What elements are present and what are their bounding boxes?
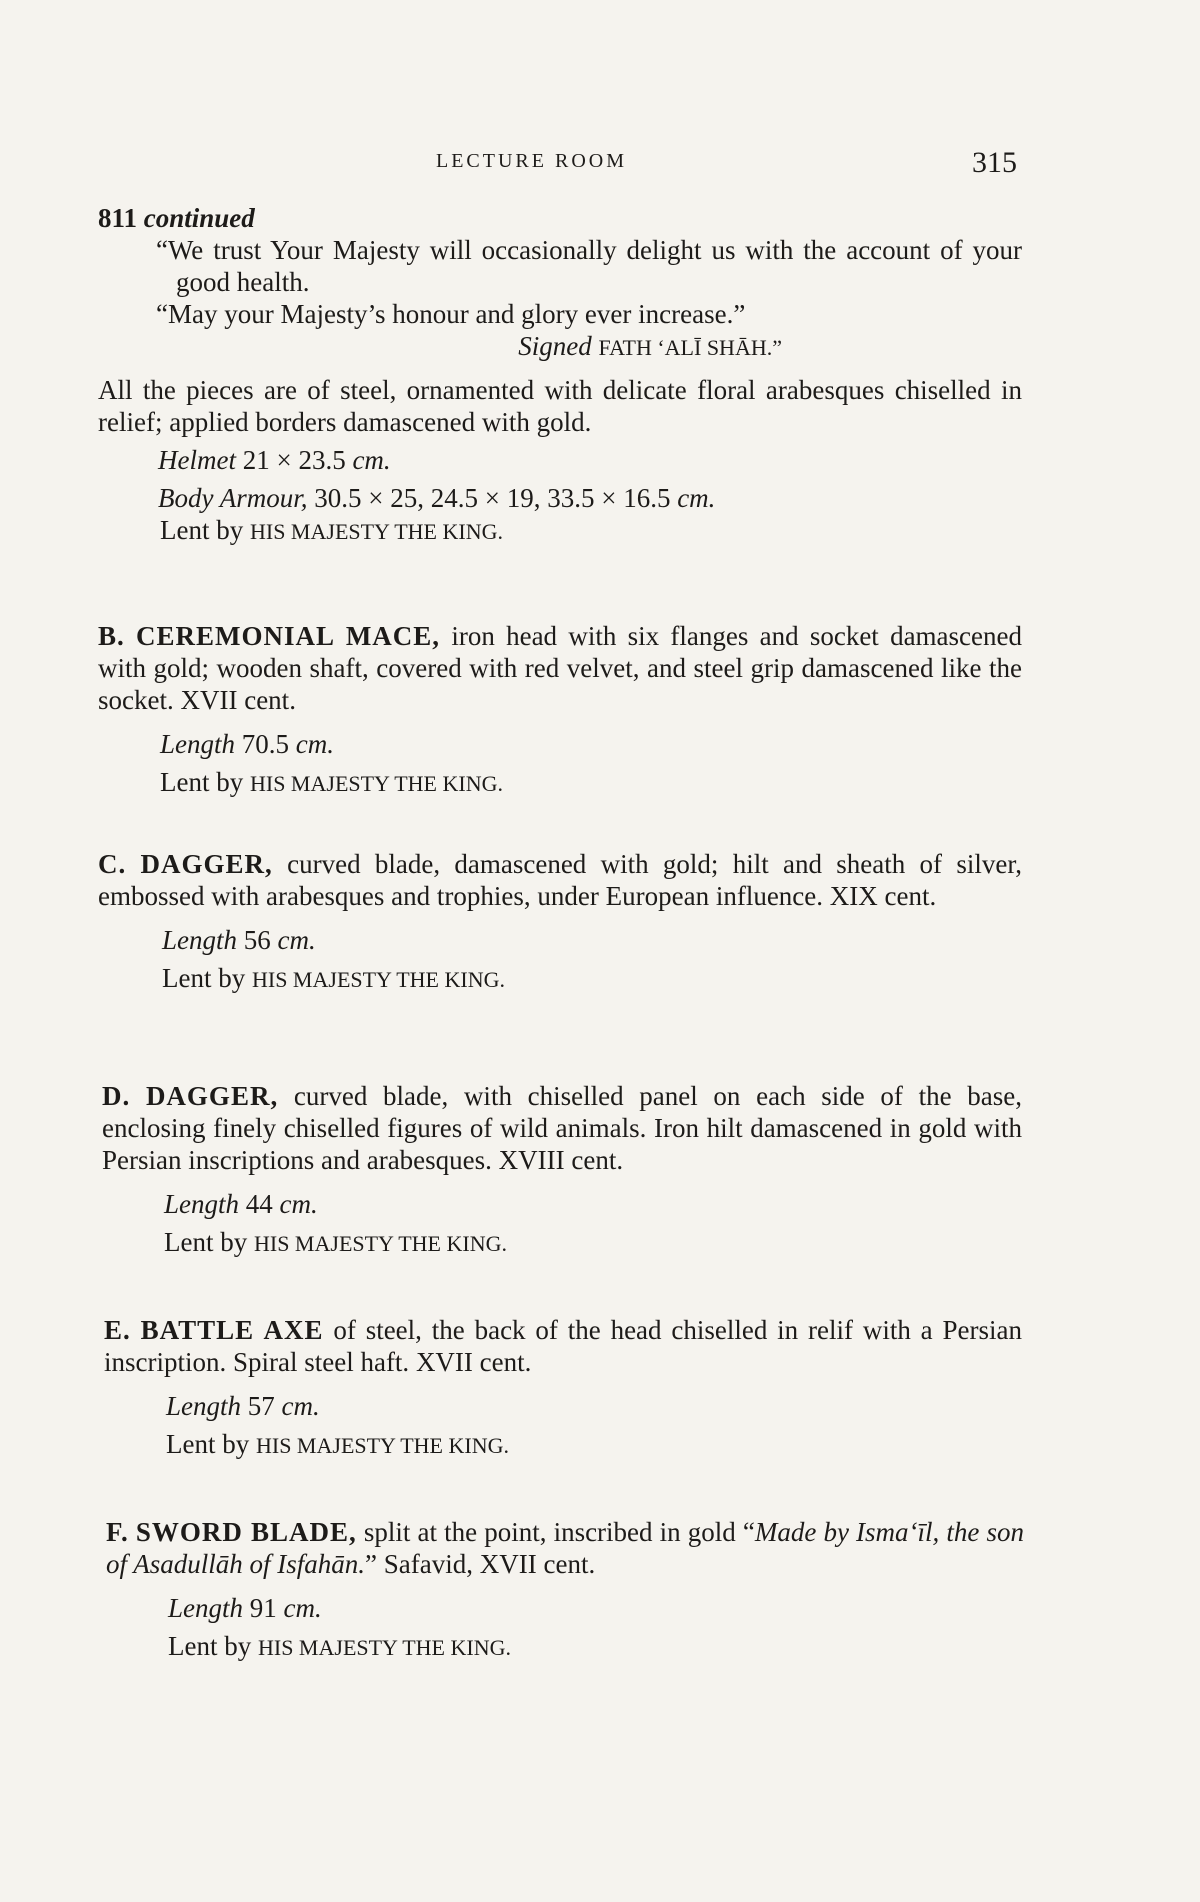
lent-by-line (98, 766, 1022, 800)
item-description (98, 848, 1022, 912)
item-letter: B. (98, 621, 125, 651)
lent-prefix: Lent by (162, 963, 246, 993)
lender: HIS MAJESTY THE KING. (257, 1635, 511, 1660)
item-letter: E. (104, 1315, 131, 1345)
length-line (98, 728, 1022, 760)
dimension-line-2 (98, 482, 1022, 514)
length-unit: cm. (279, 1189, 318, 1219)
page-number: 315 (972, 146, 1017, 179)
length-label: Length (166, 1391, 242, 1421)
length-value: 57 (247, 1391, 275, 1421)
item-letter: F. (106, 1517, 129, 1547)
item-text: curved blade, damascened with gold; hilt and sheath of silver, embossed with arabesques and trophies, under European influence. (98, 849, 1022, 911)
continued-label: continued (143, 203, 255, 233)
dimension-label: Helmet (158, 445, 236, 475)
item-name: CEREMONIAL MACE, (136, 621, 441, 651)
item-description (104, 1314, 1022, 1378)
item-century: XVII (479, 1549, 537, 1579)
item-d (102, 1080, 1022, 1260)
item-text: of steel, the back of the head chiselled in relif with a Persian inscription. Spiral steel haft. (104, 1315, 1022, 1377)
lent-prefix: Lent by (166, 1429, 250, 1459)
length-label: Length (168, 1593, 244, 1623)
length-value: 70.5 (241, 729, 290, 759)
lent-by-line (98, 962, 1022, 996)
dimension-value: 30.5 × 25, 24.5 × 19, 33.5 × 16.5 (314, 483, 671, 513)
lent-prefix: Lent by (168, 1631, 252, 1661)
item-description (102, 1080, 1022, 1176)
signature-line (98, 330, 1022, 364)
length-line (106, 1592, 1024, 1624)
century-suffix: cent. (884, 881, 937, 911)
item-e (104, 1314, 1022, 1462)
lender: HIS MAJESTY THE KING. (249, 771, 503, 796)
item-f (106, 1516, 1024, 1664)
entry-811 (98, 202, 1022, 548)
item-description (106, 1516, 1024, 1580)
length-value: 44 (245, 1189, 273, 1219)
century-suffix: cent. (244, 685, 296, 715)
item-century: XVIII (498, 1145, 565, 1175)
length-line (104, 1390, 1022, 1422)
dimension-line-1 (98, 444, 1022, 476)
running-header: LECTURE ROOM (436, 150, 627, 172)
dimension-unit: cm. (352, 445, 391, 475)
lent-by-line (106, 1630, 1024, 1664)
item-c (98, 848, 1022, 996)
length-unit: cm. (295, 729, 334, 759)
lender: HIS MAJESTY THE KING. (249, 519, 503, 544)
entry-description: All the pieces are of steel, ornamented with delicate floral arabesques chiselled in relief; applied borders damascened with gold. (98, 375, 1022, 437)
quote-line-1: “We trust Your Majesty will occasionally delight us with the account of your good health. (156, 235, 1022, 297)
item-letter: C. (98, 849, 127, 879)
dimension-unit: cm. (677, 483, 716, 513)
item-name: BATTLE AXE (140, 1315, 324, 1345)
lent-by-line (102, 1226, 1022, 1260)
length-unit: cm. (281, 1391, 320, 1421)
item-text: iron head with six flanges and socket damascened with gold; wooden shaft, covered with red velvet, and steel grip damascened like the socket. (98, 621, 1023, 715)
lent-prefix: Lent by (160, 767, 244, 797)
item-letter: D. (102, 1081, 131, 1111)
entry-heading (98, 202, 1022, 234)
item-century: XVII (180, 685, 238, 715)
item-century: XVII (415, 1347, 473, 1377)
lender: HIS MAJESTY THE KING. (253, 1231, 507, 1256)
item-name: SWORD BLADE, (135, 1517, 357, 1547)
lent-prefix: Lent by (160, 515, 244, 545)
century-suffix: cent. (571, 1145, 624, 1175)
dimension-label: Body Armour, (158, 483, 308, 513)
century-suffix: cent. (543, 1549, 596, 1579)
length-line (102, 1188, 1022, 1220)
length-label: Length (164, 1189, 240, 1219)
lender: HIS MAJESTY THE KING. (255, 1433, 509, 1458)
lent-by-line (104, 1428, 1022, 1462)
length-label: Length (162, 925, 238, 955)
item-text-after: ” Safavid, (365, 1549, 473, 1579)
item-inscription: Made by Isma‘īl, the son of Asadullāh of Isfahān. (106, 1517, 1024, 1579)
length-value: 91 (249, 1593, 277, 1623)
item-text: curved blade, with chiselled panel on each side of the base, enclosing finely chiselled figures of wild animals. Iron hilt damascened in gold with Persian inscriptions and arabesques. (102, 1081, 1022, 1175)
lent-prefix: Lent by (164, 1227, 248, 1257)
item-text: split at the point, inscribed in gold “ (363, 1517, 755, 1547)
century-suffix: cent. (479, 1347, 532, 1377)
length-value: 56 (243, 925, 271, 955)
item-description (98, 620, 1022, 716)
item-name: DAGGER, (145, 1081, 279, 1111)
lender: HIS MAJESTY THE KING. (251, 967, 505, 992)
signed-name: FATH ‘ALĪ SHĀH.” (598, 335, 782, 360)
item-name: DAGGER, (140, 849, 273, 879)
quote-line-2: “May your Majesty’s honour and glory ever increase.” (156, 299, 746, 329)
entry-number: 811 (98, 203, 138, 233)
length-unit: cm. (277, 925, 316, 955)
dimension-value: 21 × 23.5 (242, 445, 346, 475)
item-century: XIX (829, 881, 878, 911)
item-b (98, 620, 1022, 800)
length-unit: cm. (283, 1593, 322, 1623)
signed-label: Signed (518, 331, 592, 361)
length-line (98, 924, 1022, 956)
lent-by-line (98, 514, 1022, 548)
length-label: Length (160, 729, 236, 759)
